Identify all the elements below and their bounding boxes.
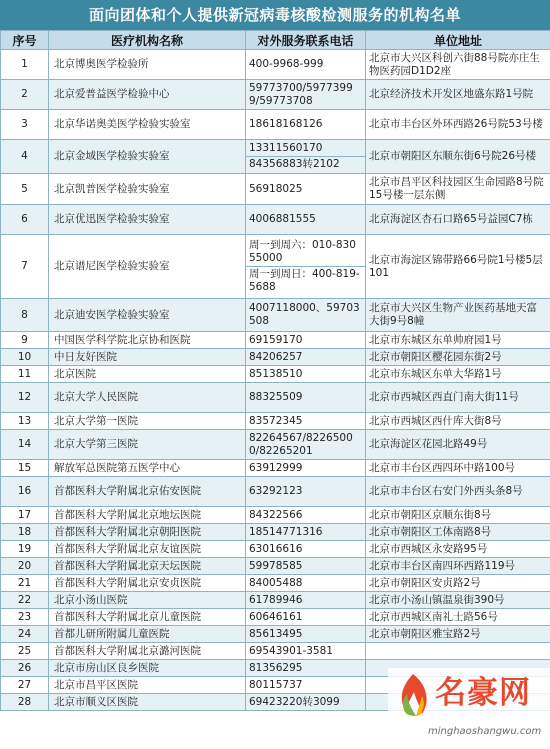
- address-cell: 北京市丰台区西四环中路100号: [366, 460, 550, 477]
- table-row: [1, 460, 550, 477]
- table-row: [1, 430, 550, 460]
- phone-number: 63292123: [249, 485, 303, 497]
- institution-name: 首都医科大学附属北京佑安医院: [49, 477, 246, 507]
- table-row: [1, 558, 550, 575]
- header-phone: 对外服务联系电话: [246, 31, 366, 50]
- address-cell: 北京市大兴区生物产业医药基地天富大街9号8幢: [366, 299, 550, 332]
- institution-name: 首都医科大学附属北京地坛医院: [49, 507, 246, 524]
- phone-cell: [246, 677, 366, 694]
- table-row: [1, 205, 550, 235]
- address-cell: 北京市西城区永安路95号: [366, 541, 550, 558]
- row-number: 2: [1, 80, 49, 110]
- row-number: 3: [1, 110, 49, 140]
- phone-cell: [246, 205, 366, 235]
- row-number: 15: [1, 460, 49, 477]
- row-number: 13: [1, 413, 49, 430]
- row-number: 27: [1, 677, 49, 694]
- row-number: 25: [1, 643, 49, 660]
- row-number: 4: [1, 140, 49, 174]
- row-number: 7: [1, 235, 49, 299]
- phone-cell: [246, 235, 366, 299]
- page-title: 面向团体和个人提供新冠病毒核酸检测服务的机构名单: [0, 0, 550, 30]
- address-cell: 北京市朝阳区雅宝路2号: [366, 626, 550, 643]
- phone-cell: [246, 507, 366, 524]
- watermark-url: minghaoshangwu.com: [428, 726, 542, 737]
- table-row: [1, 50, 550, 80]
- phone-number: 82264567/82265000/82265201: [249, 431, 353, 457]
- phone-number: 84005488: [249, 576, 303, 589]
- phone-cell: [246, 349, 366, 366]
- address-cell: 北京海淀区花园北路49号: [366, 430, 550, 460]
- phone-cell: [246, 643, 366, 660]
- phone-number: 80115737: [249, 678, 303, 691]
- header-number: 序号: [1, 31, 49, 50]
- phone-number: 4007118000、59703508: [249, 302, 360, 327]
- table-row: [1, 140, 550, 174]
- institution-name: 北京爱普益医学检验中心: [49, 80, 246, 110]
- address-cell: 北京市小汤山镇温泉街390号: [366, 592, 550, 609]
- institution-name: 解放军总医院第五医学中心: [49, 460, 246, 477]
- address-cell: 北京市朝阳区樱花园东街2号: [366, 349, 550, 366]
- address-cell: 北京市朝阳区京顺东街8号: [366, 507, 550, 524]
- phone-number: 88325509: [249, 391, 303, 403]
- phone-number: 84206257: [249, 350, 303, 363]
- table-row: [1, 626, 550, 643]
- row-number: 10: [1, 349, 49, 366]
- phone-number: 61789946: [249, 593, 303, 606]
- watermark-text: 名豪网: [435, 675, 531, 711]
- flame-leaf-icon: [394, 672, 432, 718]
- address-cell: 北京市海淀区锦带路66号院1号楼5层101: [366, 235, 550, 299]
- table-row: [1, 349, 550, 366]
- table-row: [1, 524, 550, 541]
- row-number: 24: [1, 626, 49, 643]
- row-number: 18: [1, 524, 49, 541]
- phone-number: 56918025: [249, 182, 303, 195]
- phone-cell: [246, 609, 366, 626]
- phone-cell: [246, 626, 366, 643]
- table-row: [1, 235, 550, 299]
- institution-name: 北京大学人民医院: [49, 383, 246, 413]
- phone-number: 400-9968-999: [249, 58, 324, 70]
- institution-name: 北京优迅医学检验实验室: [49, 205, 246, 235]
- phone-number: 60646161: [249, 610, 303, 623]
- row-number: 9: [1, 332, 49, 349]
- phone-number: 83572345: [249, 414, 303, 427]
- institution-name: 北京市昌平区医院: [49, 677, 246, 694]
- institution-name: 北京大学第一医院: [49, 413, 246, 430]
- row-number: 6: [1, 205, 49, 235]
- phone-number: 69543901-3581: [249, 644, 333, 657]
- row-number: 11: [1, 366, 49, 383]
- phone-cell: [246, 460, 366, 477]
- address-cell: 北京市西城区南礼士路56号: [366, 609, 550, 626]
- address-cell: 北京市丰台区外环西路26号院53号楼: [366, 110, 550, 140]
- phone-cell: [246, 80, 366, 110]
- address-cell: 北京市昌平区科技园区生命园路8号院15号楼一层东侧: [366, 174, 550, 205]
- row-number: 28: [1, 694, 49, 711]
- phone-cell: [246, 140, 366, 174]
- table-row: [1, 413, 550, 430]
- address-cell: 北京经济技术开发区地盛东路1号院: [366, 80, 550, 110]
- row-number: 1: [1, 50, 49, 80]
- phone-number: 84356883转2102: [246, 156, 365, 171]
- institution-name: 北京凯普医学检验实验室: [49, 174, 246, 205]
- institution-name: 首都医科大学附属北京朝阳医院: [49, 524, 246, 541]
- table-row: [1, 299, 550, 332]
- row-number: 5: [1, 174, 49, 205]
- row-number: 22: [1, 592, 49, 609]
- table-row: [1, 174, 550, 205]
- table-row: [1, 366, 550, 383]
- phone-number: 85138510: [249, 367, 303, 380]
- institution-name: 首都医科大学附属北京天坛医院: [49, 558, 246, 575]
- phone-number: 69423220转3099: [249, 695, 340, 708]
- phone-number: 81356295: [249, 661, 303, 674]
- address-cell: 北京市丰台区右安门外西头条8号: [366, 477, 550, 507]
- address-cell: 北京市朝阳区安贞路2号: [366, 575, 550, 592]
- address-cell: 北京市朝阳区工体南路8号: [366, 524, 550, 541]
- row-number: 12: [1, 383, 49, 413]
- phone-cell: [246, 430, 366, 460]
- phone-cell: [246, 575, 366, 592]
- phone-cell: [246, 524, 366, 541]
- institution-name: 北京市顺义区医院: [49, 694, 246, 711]
- address-cell: [366, 643, 550, 660]
- institution-name: 首都医科大学附属北京友谊医院: [49, 541, 246, 558]
- header-institution: 医疗机构名称: [49, 31, 246, 50]
- row-number: 19: [1, 541, 49, 558]
- table-row: [1, 110, 550, 140]
- institution-name: 首都儿研所附属儿童医院: [49, 626, 246, 643]
- table-row: [1, 643, 550, 660]
- table-row: [1, 80, 550, 110]
- phone-cell: [246, 174, 366, 205]
- phone-number: 13311560170: [249, 142, 323, 154]
- address-cell: 北京海淀区杏石口路65号益园C7栋: [366, 205, 550, 235]
- row-number: 14: [1, 430, 49, 460]
- phone-cell: [246, 332, 366, 349]
- phone-number: 18514771316: [249, 525, 323, 538]
- phone-number: 59773700/59773999/59773708: [249, 81, 353, 107]
- address-cell: 北京市东城区东单帅府园1号: [366, 332, 550, 349]
- institution-name: 中日友好医院: [49, 349, 246, 366]
- institution-name: 首都医科大学附属北京儿童医院: [49, 609, 246, 626]
- phone-cell: [246, 660, 366, 677]
- table-header-row: [1, 31, 550, 50]
- table-row: [1, 383, 550, 413]
- phone-number: 84322566: [249, 508, 303, 521]
- phone-cell: [246, 592, 366, 609]
- table-body: [1, 50, 550, 711]
- phone-cell: [246, 477, 366, 507]
- address-cell: 北京市大兴区科创六街88号院亦庄生物医药园D1D2座: [366, 50, 550, 80]
- phone-cell: [246, 694, 366, 711]
- watermark: [388, 668, 550, 749]
- phone-cell: [246, 110, 366, 140]
- row-number: 17: [1, 507, 49, 524]
- institution-name: 北京大学第三医院: [49, 430, 246, 460]
- address-cell: 北京市东城区东单大华路1号: [366, 366, 550, 383]
- institution-table: [0, 30, 550, 711]
- phone-cell: [246, 558, 366, 575]
- institution-name: 中国医学科学院北京协和医院: [49, 332, 246, 349]
- table-row: [1, 541, 550, 558]
- phone-cell: [246, 50, 366, 80]
- institution-name: 首都医科大学附属北京潞河医院: [49, 643, 246, 660]
- row-number: 8: [1, 299, 49, 332]
- institution-name: 北京医院: [49, 366, 246, 383]
- phone-cell: [246, 299, 366, 332]
- institution-name: 北京小汤山医院: [49, 592, 246, 609]
- phone-cell: [246, 366, 366, 383]
- phone-number: 85613495: [249, 627, 303, 640]
- institution-name: 北京谱尼医学检验实验室: [49, 235, 246, 299]
- phone-cell: [246, 541, 366, 558]
- row-number: 23: [1, 609, 49, 626]
- phone-number: 18618168126: [249, 118, 323, 130]
- address-cell: 北京市西城区西什库大街8号: [366, 413, 550, 430]
- institution-name: 北京迪安医学检验实验室: [49, 299, 246, 332]
- header-address: 单位地址: [366, 31, 550, 50]
- phone-number: 69159170: [249, 333, 303, 346]
- table-row: [1, 507, 550, 524]
- institution-name: 北京博奥医学检验所: [49, 50, 246, 80]
- row-number: 20: [1, 558, 49, 575]
- phone-number: 63912999: [249, 461, 303, 474]
- institution-name: 首都医科大学附属北京安贞医院: [49, 575, 246, 592]
- address-cell: 北京市朝阳区东顺东街6号院26号楼: [366, 140, 550, 174]
- institution-name: 北京华诺奥美医学检验实验室: [49, 110, 246, 140]
- row-number: 26: [1, 660, 49, 677]
- institution-name: 北京金域医学检验实验室: [49, 140, 246, 174]
- institution-name: 北京市房山区良乡医院: [49, 660, 246, 677]
- phone-number: 周一到周日：400-819-5688: [246, 266, 365, 294]
- phone-number: 周一到周六：010-83055000: [249, 239, 356, 264]
- table-row: [1, 477, 550, 507]
- row-number: 21: [1, 575, 49, 592]
- phone-number: 63016616: [249, 542, 303, 555]
- table-row: [1, 332, 550, 349]
- address-cell: 北京市西城区西直门南大街11号: [366, 383, 550, 413]
- table-row: [1, 575, 550, 592]
- address-cell: 北京市丰台区南四环西路119号: [366, 558, 550, 575]
- table-row: [1, 592, 550, 609]
- phone-cell: [246, 383, 366, 413]
- phone-number: 4006881555: [249, 213, 316, 225]
- row-number: 16: [1, 477, 49, 507]
- table-row: [1, 609, 550, 626]
- phone-cell: [246, 413, 366, 430]
- phone-number: 59978585: [249, 559, 303, 572]
